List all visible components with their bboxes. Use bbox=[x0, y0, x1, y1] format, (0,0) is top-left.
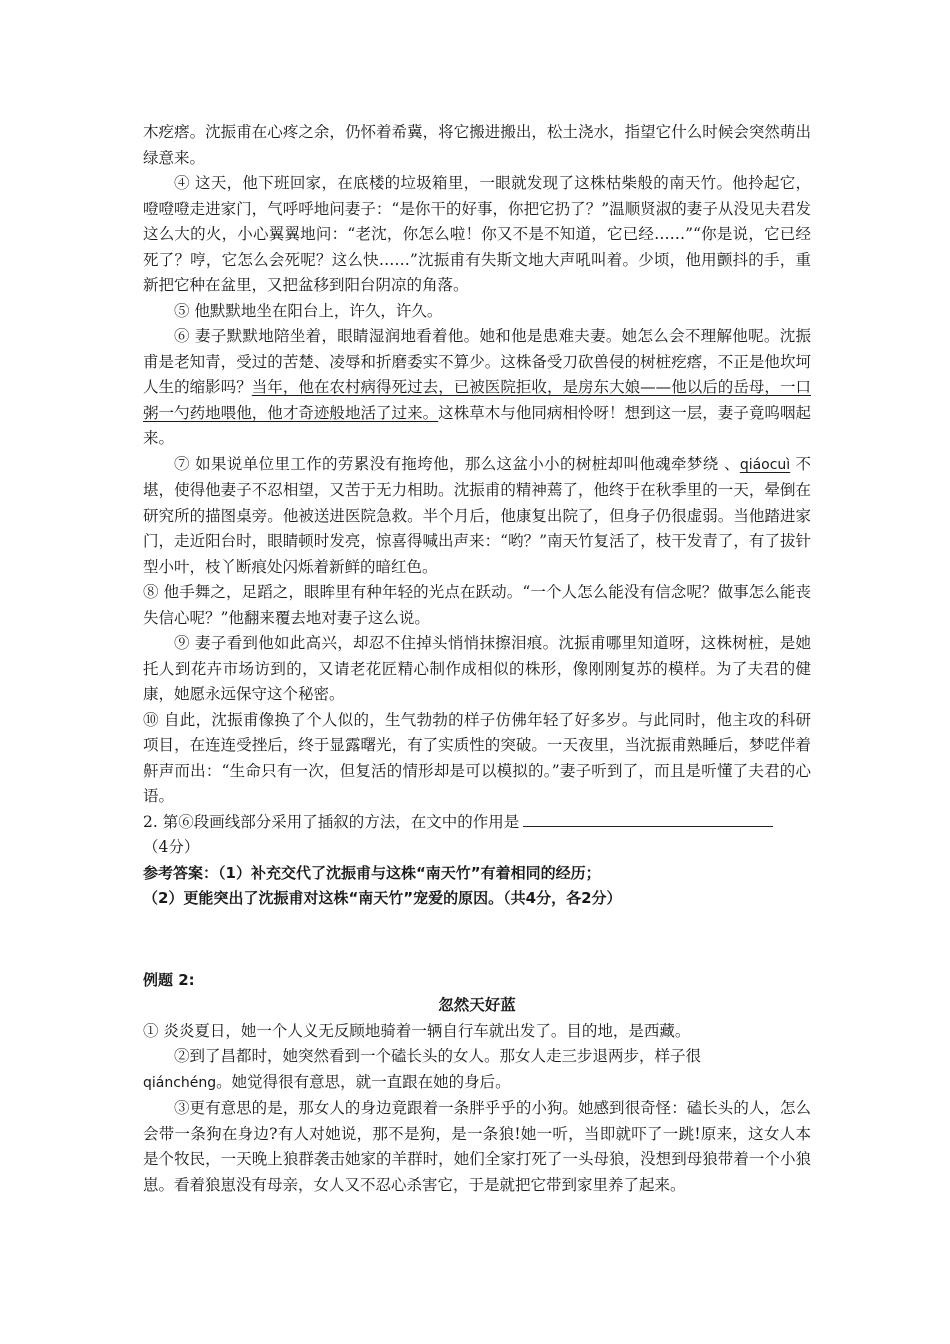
example-2-paragraph-2-text-b: 。她觉得很有意思，就一直跟在她的身后。 bbox=[216, 1072, 511, 1091]
paragraph-7-text-b: 不堪，使得他妻子不忍相望，又苦于无力相助。沈振甫的精神蔫了，他终于在秋季里的一天，晕倒在研究所的描图桌旁。他被送进医院急救。半个月后，他康复出院了，但身子仍很虚弱。当他踏进家门，走近阳台时，眼睛顿时发亮，惊喜得喊出声来：“哟？”南天竹复活了，枝干发青了，有了拔针型小叶，枝丫断痕处闪烁着新鲜的暗红色。 bbox=[143, 454, 811, 576]
question-2 bbox=[143, 810, 811, 861]
example-2-paragraph-1: ① 炎炎夏日，她一个人义无反顾地骑着一辆自行车就出发了。目的地，是西藏。 bbox=[143, 1021, 691, 1040]
example-2-paragraph-3: ③更有意思的是，那女人的身边竟跟着一条胖乎乎的小狗。她感到很奇怪：磕长头的人，怎么会带一条狗在身边?有人对她说，那不是狗，是一条狼!她一听，当即就吓了一跳!原来，这女人本是个牧民，一天晚上狼群袭击她家的羊群时，她们全家打死了一头母狼，没想到母狼带着一个小狼崽。看着狼崽没有母亲，女人又不忍心杀害它，于是就把它带到家里养了起来。 bbox=[143, 1099, 811, 1194]
paragraph-6-underlined-text: 当年，他在农村病得死过去，已被医院拒收，是房东大娘——他以后的岳母，一口粥一勺药地喂他，他才奇迹般地活了过来。 bbox=[143, 378, 811, 422]
example-2-paragraph-2 bbox=[143, 1044, 811, 1096]
document-content bbox=[143, 120, 811, 1198]
paragraph-6 bbox=[143, 324, 811, 452]
paragraph-7-pinyin: qiáocuì bbox=[739, 456, 791, 473]
paragraph-4: ④ 这天，他下班回家，在底楼的垃圾箱里，一眼就发现了这株枯柴般的南天竹。他拎起它，噔噔噔走进家门，气呼呼地问妻子：“是你干的好事，你把它扔了？”温顺贤淑的妻子从没见夫君发这么大的火，小心翼翼地问：“老沈，你怎么啦！你又不是不知道，它已经……”“你是说，它已经死了？哼，它怎么会死呢？这么快……”沈振甫有失斯文地大声吼叫着。少顷，他用颤抖的手，重新把它种在盆里，又把盆移到阳台阴凉的角落。 bbox=[143, 174, 811, 294]
reference-answer-line-2: （2）更能突出了沈振甫对这株“南天竹”宠爱的原因。（共4分，各2分） bbox=[143, 889, 622, 907]
paragraph-3-continued: 木疙瘩。沈振甫在心疼之余，仍怀着希冀，将它搬进搬出，松土浇水，指望它什么时候会突然萌出绿意来。 bbox=[143, 123, 811, 167]
example-2-label: 例题 2: bbox=[143, 970, 195, 989]
paragraph-6-text-b: 这株草木与他同病相怜呀！想到这一层，妻子竟呜咽起来。 bbox=[143, 403, 811, 447]
example-2-paragraph-2-text-a: ②到了昌都时，她突然看到一个磕长头的女人。那女人走三步退两步，样子很 bbox=[174, 1047, 702, 1065]
paragraph-10: ⑩ 自此，沈振甫像换了个人似的，生气勃勃的样子仿佛年轻了好多岁。与此同时，他主攻的科研项目，在连连受挫后，终于显露曙光，有了实质性的突破。一天夜里，当沈振甫熟睡后，梦呓伴着鼾声而出：“生命只有一次，但复活的情形却是可以模拟的。”妻子听到了，而且是听懂了夫君的心语。 bbox=[143, 710, 811, 805]
answer-blank bbox=[523, 810, 773, 827]
paragraph-7 bbox=[143, 452, 811, 581]
example-2-title: 忽然天好蓝 bbox=[438, 996, 516, 1014]
paragraph-5: ⑤ 他默默地坐在阳台上，许久，许久。 bbox=[174, 301, 443, 320]
question-2-score: （4分） bbox=[143, 838, 200, 856]
paragraph-8: ⑧ 他手舞之，足蹈之，眼眸里有种年轻的光点在跃动。“一个人怎么能没有信念呢？做事怎么能丧失信心呢？”他翻来覆去地对妻子这么说。 bbox=[143, 583, 811, 627]
paragraph-7-text-a: ⑦ 如果说单位里工作的劳累没有拖垮他，那么这盆小小的树桩却叫他魂牵梦绕 、 bbox=[174, 454, 740, 473]
question-2-text: 2. 第⑥段画线部分采用了插叙的方法，在文中的作用是 bbox=[143, 812, 520, 831]
paragraph-6-text-a: ⑥ 妻子默默地陪坐着，眼睛湿润地看着他。她和他是患难夫妻。她怎么会不理解他呢。沈振甫是老知青，受过的苦楚、凌辱和折磨委实不算少。这株备受刀砍兽侵的树桩疙瘩，不正是他坎坷人生的缩影吗？ bbox=[143, 327, 811, 396]
reference-answer-line-1: 参考答案：（1）补充交代了沈振甫与这株“南天竹”有着相同的经历； bbox=[143, 863, 601, 882]
paragraph-9: ⑨ 妻子看到他如此高兴，却忍不住掉头悄悄抹擦泪痕。沈振甫哪里知道呀，这株树桩，是她托人到花卉市场访到的，又请老花匠精心制作成相似的株形，像刚刚复苏的模样。为了夫君的健康，她愿永远保守这个秘密。 bbox=[143, 634, 811, 703]
example-2-paragraph-2-pinyin: qiánchéng bbox=[143, 1074, 217, 1091]
